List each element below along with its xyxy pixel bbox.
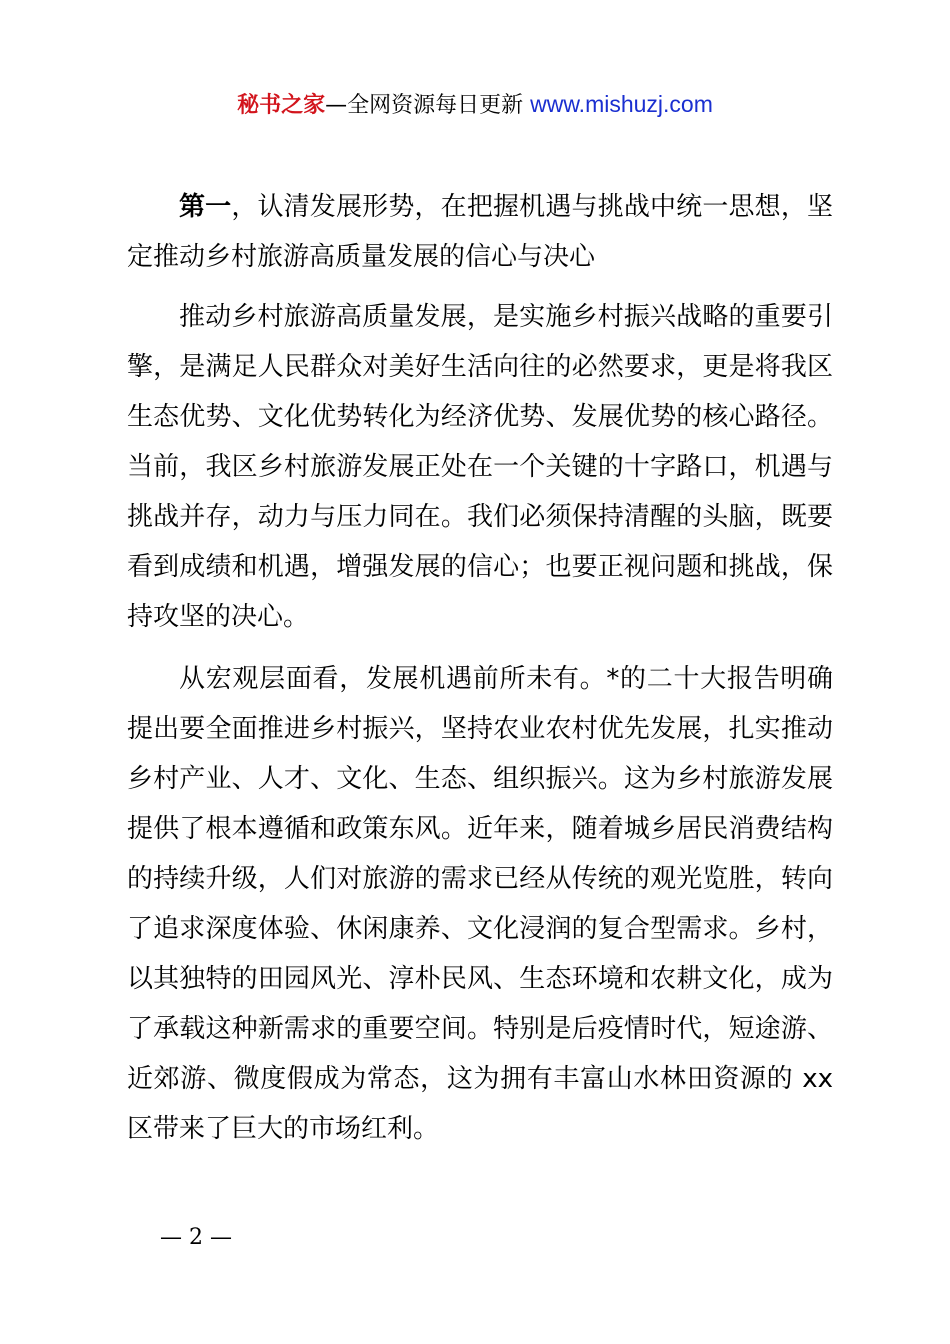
brand-name: 秘书之家 xyxy=(237,93,326,118)
section-heading xyxy=(127,182,833,282)
section-heading-lead: 第一 xyxy=(179,192,232,222)
header-tagline: —全网资源每日更新 xyxy=(325,93,531,118)
site-url-link[interactable]: www.mishuzj.com xyxy=(530,91,713,117)
paragraph-1: 推动乡村旅游高质量发展，是实施乡村振兴战略的重要引擎，是满足人民群众对美好生活向往的必然要求，更是将我区生态优势、文化优势转化为经济优势、发展优势的核心路径。当前，我区乡村旅游发展正处在一个关键的十字路口，机遇与挑战并存，动力与压力同在。我们必须保持清醒的头脑，既要看到成绩和机遇，增强发展的信心；也要正视问题和挑战，保持攻坚的决心。 xyxy=(127,302,833,632)
paragraph-2: 从宏观层面看，发展机遇前所未有。*的二十大报告明确提出要全面推进乡村振兴，坚持农业农村优先发展，扎实推动乡村产业、人才、文化、生态、组织振兴。这为乡村旅游发展提供了根本遵循和政策东风。近年来，随着城乡居民消费结构的持续升级，人们对旅游的需求已经从传统的观光览胜，转向了追求深度体验、休闲康养、文化浸润的复合型需求。乡村，以其独特的田园风光、淳朴民风、生态环境和农耕文化，成为了承载这种新需求的重要空间。特别是后疫情时代，短途游、近郊游、微度假成为常态，这为拥有丰富山水林田资源的 xx 区带来了巨大的市场红利。 xyxy=(127,664,833,1144)
page-number: — 2 — xyxy=(160,1225,232,1250)
site-header xyxy=(0,88,950,122)
document-body xyxy=(127,182,833,1166)
section-heading-text: ，认清发展形势，在把握机遇与挑战中统一思想，坚定推动乡村旅游高质量发展的信心与决心 xyxy=(127,192,833,272)
